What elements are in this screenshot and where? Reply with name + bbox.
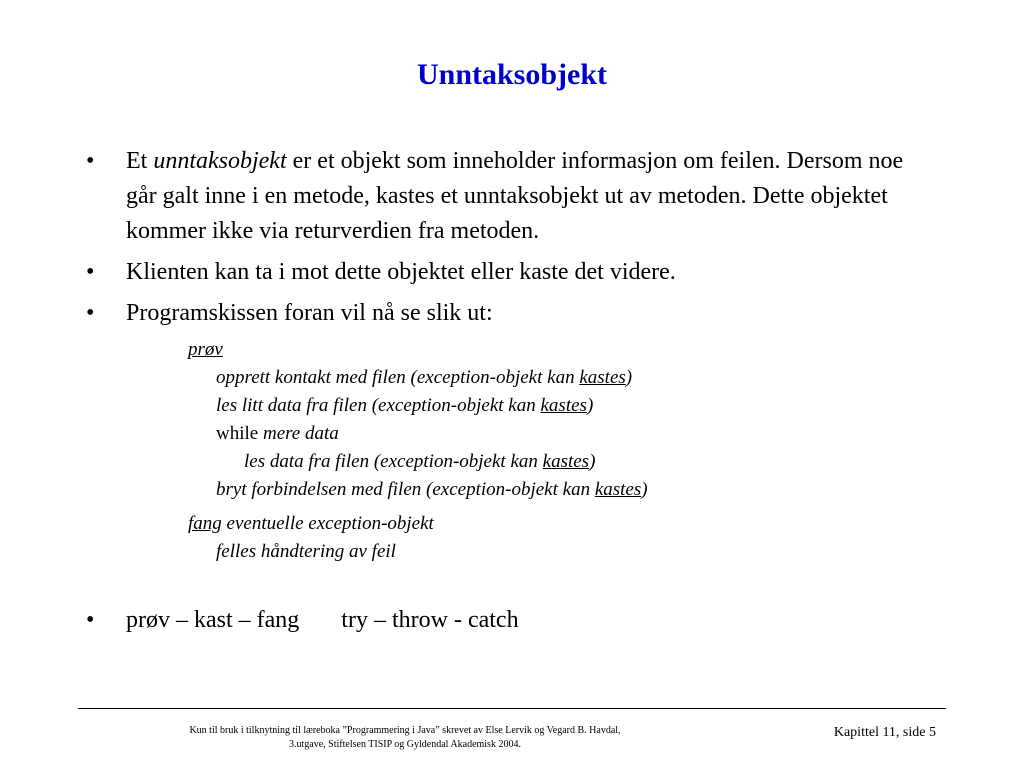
code-line	[188, 510, 648, 538]
code-text: )	[586, 395, 594, 416]
code-line	[188, 364, 648, 392]
code-text: eventuelle exception-objekt	[221, 513, 434, 534]
bullet-item	[86, 296, 936, 331]
code-text: felles håndtering av feil	[216, 541, 396, 562]
bullet-text: try – throw - catch	[341, 607, 519, 633]
code-line	[188, 336, 648, 364]
bullet-item	[86, 255, 936, 290]
bullet-text: Et	[126, 148, 154, 174]
bullet-text: er et objekt som inneholder informasjon om feilen. Dersom noe går galt inne i en metode, kastes et unntaksobjekt ut av metoden. Dette objektet kommer ikke via returverdien fra metoden.	[126, 148, 904, 244]
footer-note	[150, 724, 660, 752]
code-text: mere data	[258, 423, 339, 444]
slide-title: Unntaksobjekt	[416, 58, 608, 91]
keyword-kastes: kastes	[540, 395, 587, 416]
keyword-kastes: kastes	[542, 451, 590, 472]
bullet-text: Programskissen foran vil nå se slik ut:	[126, 300, 493, 326]
keyword-kastes: kastes	[594, 479, 642, 500]
page-number: Kapittel 11, side 5	[833, 725, 936, 740]
code-text: bryt forbindelsen med filen (exception-objekt kan	[216, 479, 595, 500]
code-text: les litt data fra filen (exception-objekt kan	[216, 395, 541, 416]
code-line	[188, 448, 648, 476]
code-text: )	[589, 451, 596, 472]
keyword-while: while	[216, 423, 259, 444]
code-text: opprett kontakt med filen (exception-objekt kan	[216, 367, 580, 388]
keyword-fang: fang	[188, 513, 222, 534]
code-line	[188, 392, 648, 420]
bullet-icon: •	[86, 607, 95, 633]
bullet-icon: •	[86, 259, 95, 285]
bullet-text: Klienten kan ta i mot dette objektet eller kaste det videre.	[126, 259, 676, 285]
bullet-emphasis: unntaksobjekt	[153, 148, 287, 174]
bullet-icon: •	[86, 300, 95, 326]
code-text: )	[625, 367, 633, 388]
bullet-item	[86, 144, 936, 249]
footer-note-line: Kun til bruk i tilknytning til læreboka ”Programmering i Java” skrevet av Else Lervik og Vegard B. Havdal,	[189, 725, 621, 736]
keyword-prov: prøv	[188, 339, 223, 360]
bullet-icon: •	[86, 148, 95, 174]
pseudocode-block	[188, 336, 648, 566]
keyword-kastes: kastes	[579, 367, 626, 388]
code-line	[188, 476, 648, 504]
code-text: )	[641, 479, 648, 500]
bullet-text: prøv – kast – fang	[126, 607, 300, 633]
bullet-list	[86, 144, 936, 337]
footer-note-line: 3.utgave, Stiftelsen TISIP og Gyldendal Akademisk 2004.	[289, 739, 521, 750]
code-line	[188, 538, 648, 566]
bullet-item	[86, 603, 519, 638]
footer-divider	[78, 708, 946, 709]
code-text: les data fra filen (exception-objekt kan	[244, 451, 543, 472]
code-line	[188, 420, 648, 448]
